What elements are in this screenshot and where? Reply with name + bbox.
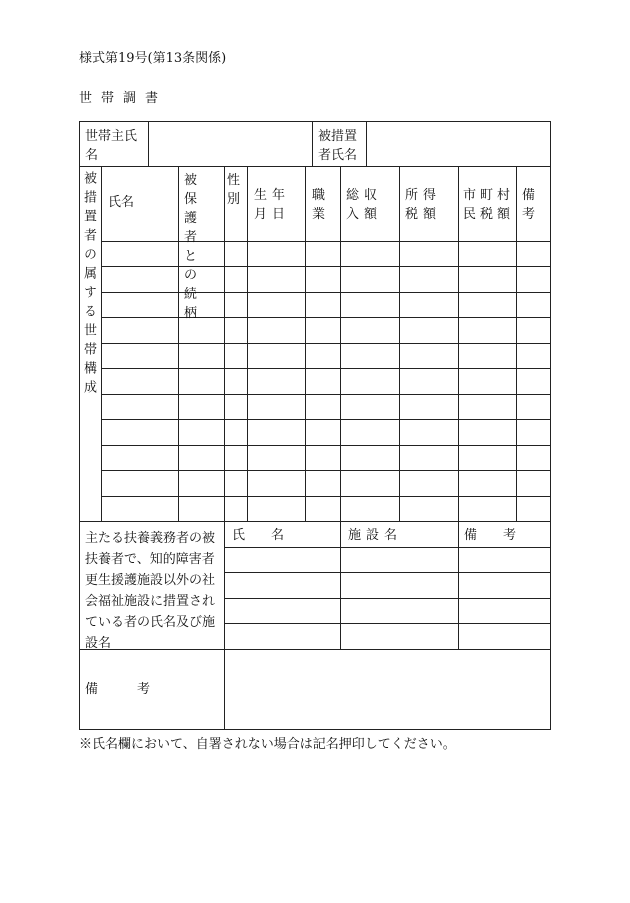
row-line (101, 445, 551, 446)
col-header-income-tax: 所得税額 (405, 188, 442, 222)
head-col-3 (366, 121, 367, 166)
row-line (101, 292, 551, 293)
document-title: 世帯調書 (79, 91, 168, 106)
remarks-label: 備 考 (85, 682, 151, 697)
facility-row-line (224, 547, 551, 548)
form-number: 様式第19号(第13条関係) (79, 51, 227, 66)
other-facility-label: 主たる扶養義務者の被扶養者で、知的障害者更生援護施設以外の社会福祉施設に措置されている者の氏名及び施設名 (85, 531, 216, 651)
row-line (101, 317, 551, 318)
row-line (101, 470, 551, 471)
householder-name-label: 世帯主氏名 (85, 129, 138, 163)
row-line (101, 241, 551, 242)
head-col-2 (312, 121, 313, 166)
col-header-sex: 性別 (227, 173, 241, 207)
facility-col-facility-name: 施設名 (348, 528, 403, 543)
row-line (101, 368, 551, 369)
household-side-label: 被措置者の属する世帯構成 (81, 171, 96, 399)
row-line (101, 419, 551, 420)
border-bottom (79, 729, 551, 730)
col-header-name: 氏名 (108, 195, 135, 210)
facility-col-name: 氏 名 (232, 528, 285, 543)
facility-row-line (224, 623, 551, 624)
facility-section-top (79, 521, 551, 522)
col-header-total-income: 総収入額 (346, 188, 383, 222)
col-header-occupation: 職業 (312, 188, 326, 222)
row-line (101, 266, 551, 267)
row-line (101, 394, 551, 395)
col-header-relationship: 被保護者との続柄 (184, 173, 209, 321)
border-top (79, 121, 551, 122)
protected-person-name-label: 被措置者氏名 (318, 129, 358, 163)
row-line (101, 343, 551, 344)
head-col-1 (148, 121, 149, 166)
col-divider-2 (224, 166, 225, 650)
facility-col-remarks: 備 考 (464, 528, 517, 543)
col-header-municipal-tax: 市町村民税額 (463, 188, 515, 222)
head-row-divider (79, 166, 551, 167)
border-right (550, 121, 551, 730)
border-left (79, 121, 80, 730)
footnote: ※氏名欄において、自署されない場合は記名押印してください。 (79, 737, 456, 752)
col-header-remarks: 備考 (522, 188, 536, 222)
facility-row-line (224, 598, 551, 599)
remarks-col-divider (224, 649, 225, 730)
facility-col-divider-1 (340, 521, 341, 650)
col-header-birthdate: 生年月日 (254, 188, 291, 222)
row-line (101, 496, 551, 497)
facility-col-divider-2 (458, 521, 459, 650)
facility-row-line (224, 572, 551, 573)
